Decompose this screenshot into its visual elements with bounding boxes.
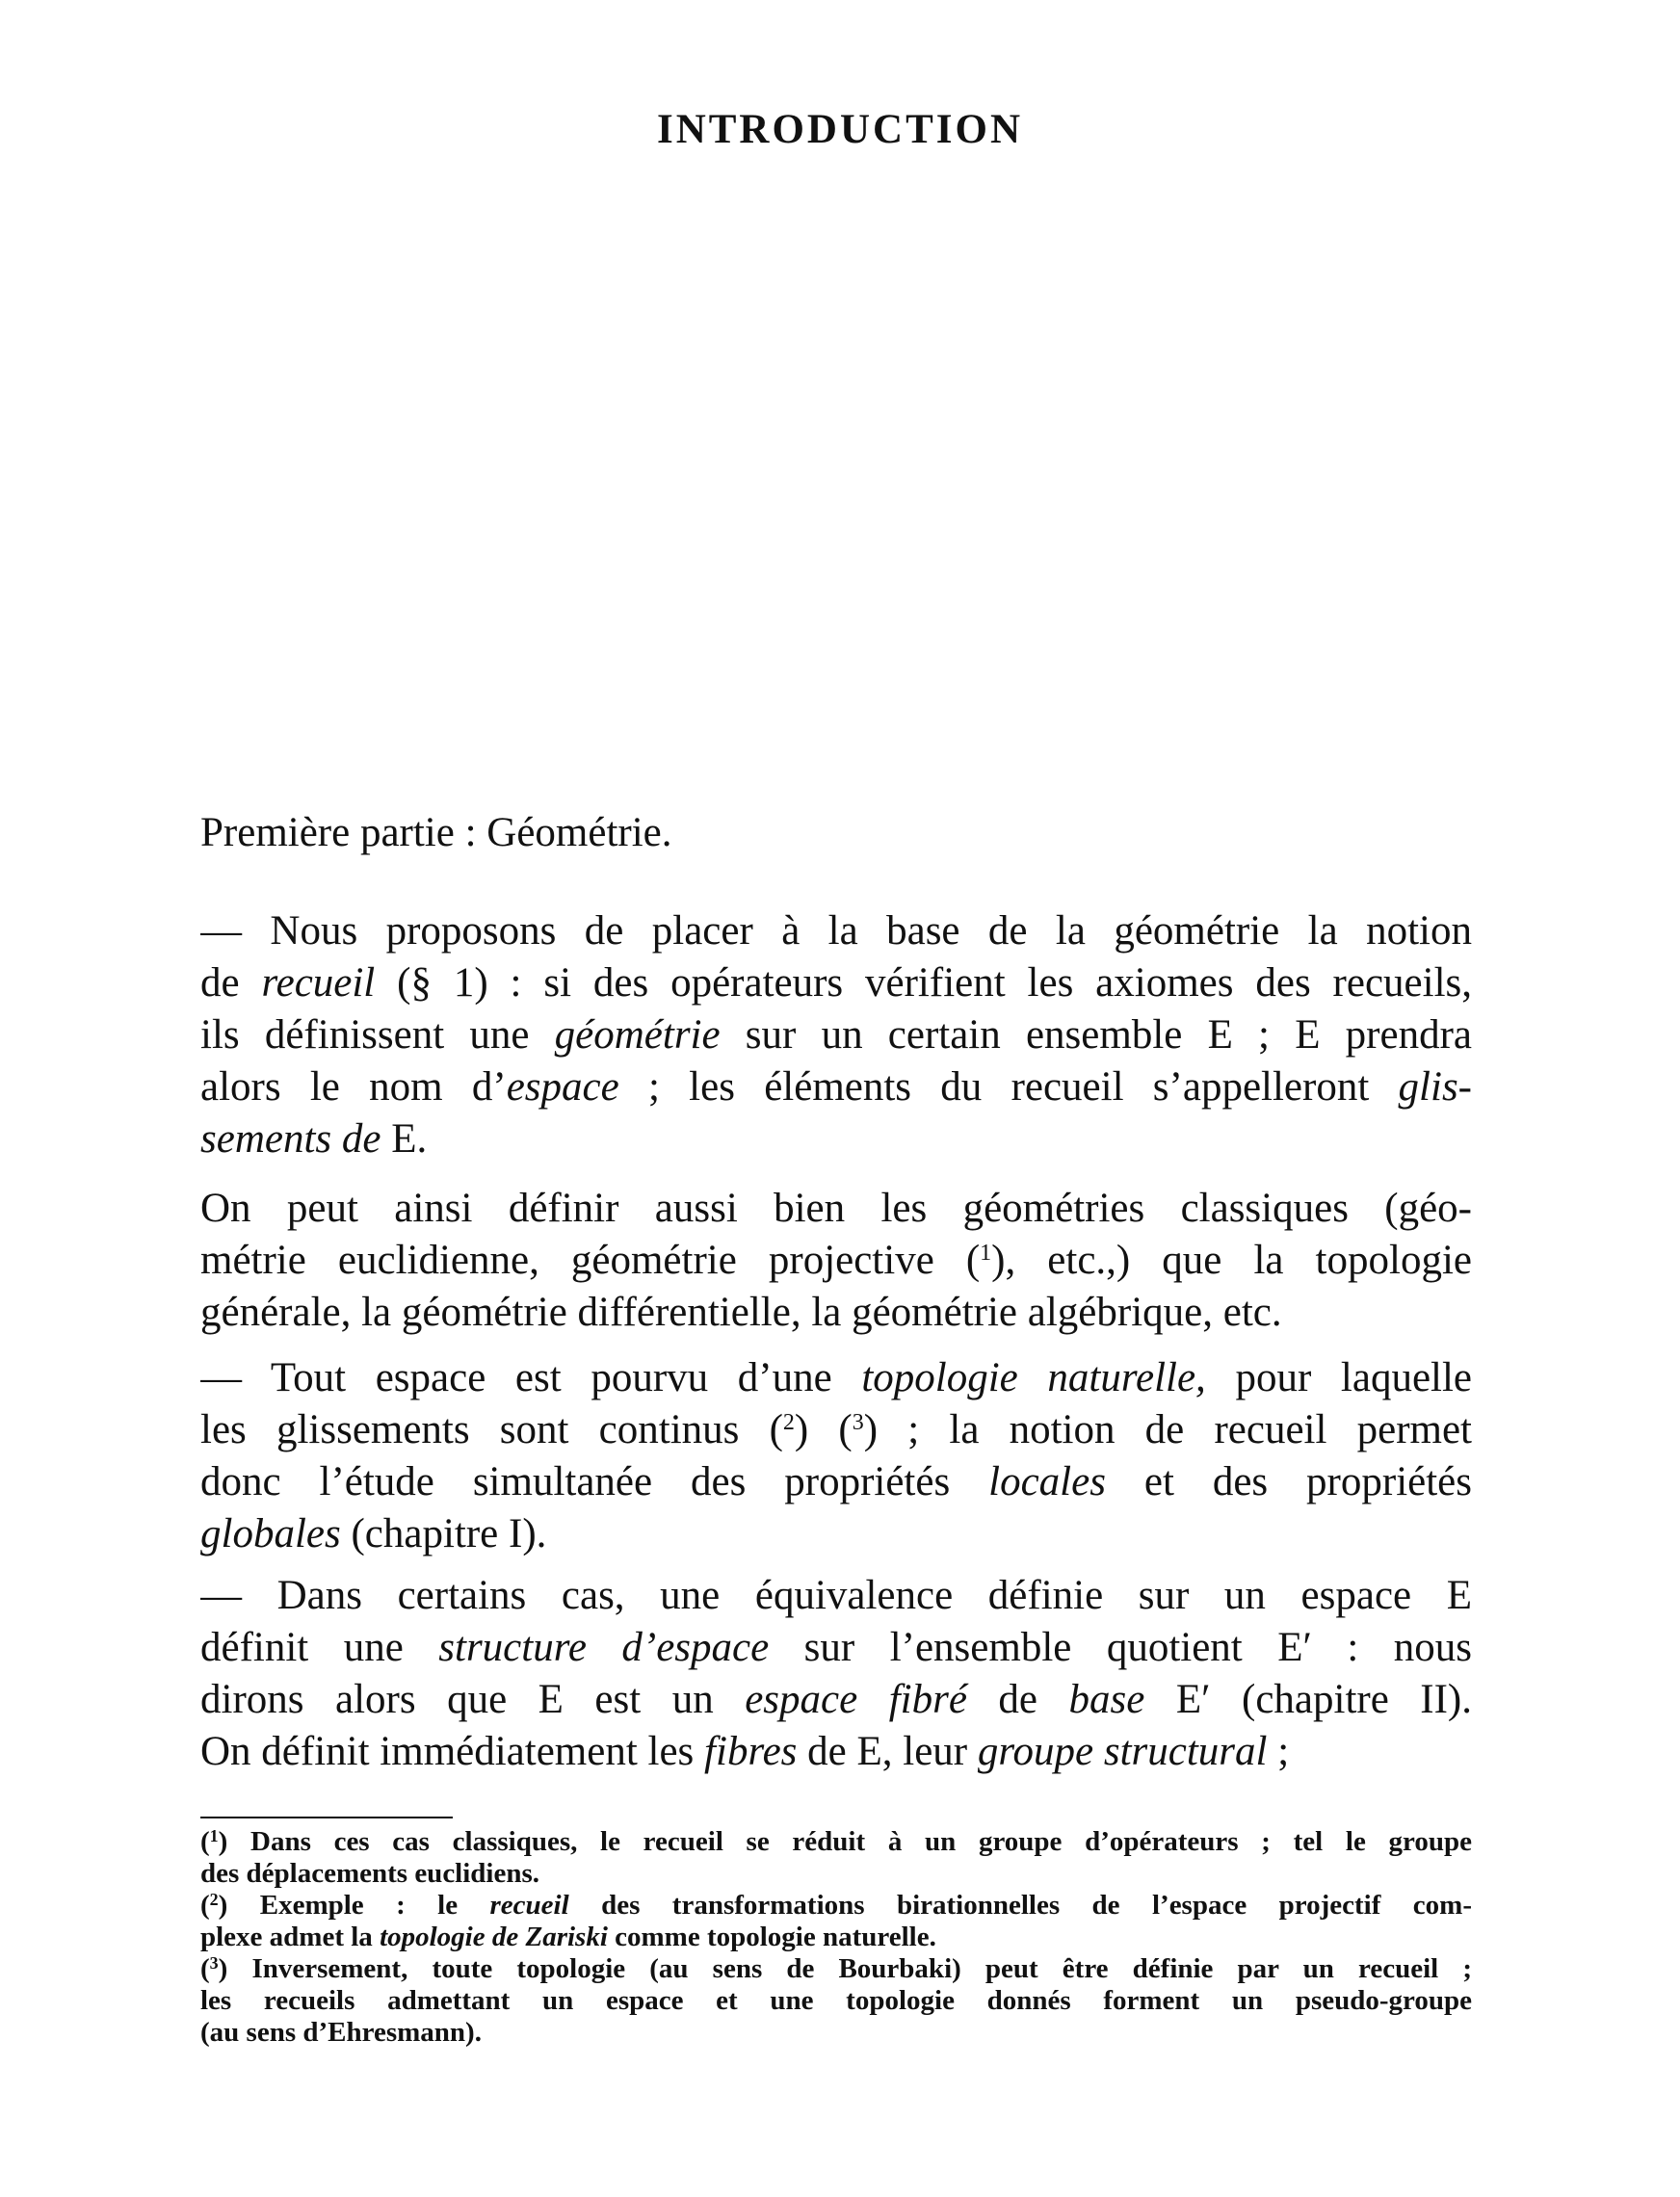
italic-term: groupe structural [977,1729,1268,1774]
italic-term: globales [200,1511,341,1556]
text-line: définit une structure d’espace sur l’ensemble quotient E′ : nous [200,1625,1472,1670]
text-line: alors le nom d’espace ; les éléments du recueil s’appelleront glis- [200,1064,1472,1110]
text-line: ($^1$) Dans ces cas classiques, le recueil se réduit à un groupe d’opérateurs ; tel le groupe [200,1826,1472,1857]
text-line: globales (chapitre I). [200,1511,547,1556]
text-line: On définit immédiatement les fibres de E, leur groupe structural ; [200,1729,1290,1774]
body-paragraph [200,1352,1472,1560]
italic-term: topologie naturelle, [861,1355,1206,1400]
footnote-marker: 2 [782,1410,795,1435]
text-line: On peut ainsi définir aussi bien les géométries classiques (géo- [200,1186,1472,1231]
text-line: — Tout espace est pourvu d’une topologie naturelle, pour laquelle [200,1355,1472,1400]
text-line: dirons alors que E est un espace fibré de base E′ (chapitre II). [200,1677,1472,1722]
italic-term: recueil [489,1890,569,1921]
italic-term: structure d’espace [438,1625,770,1670]
italic-term: recueil [261,960,376,1006]
text-line: de recueil (§ 1) : si des opérateurs vérifient les axiomes des recueils, [200,960,1472,1006]
text-line: (au sens d’Ehresmann). [200,2017,482,2048]
footnote-marker: 3 [852,1410,864,1435]
text-line: plexe admet la topologie de Zariski comme topologie naturelle. [200,1922,936,1952]
footnote-marker: 1 [980,1241,992,1266]
footnote [200,1953,1472,2049]
footnote-marker: 2 [209,1890,219,1909]
text-line: métrie euclidienne, géométrie projective ($^1$), etc.,) que la topologie [200,1238,1472,1283]
part-heading: Première partie : Géométrie. [200,810,672,855]
footnote-marker: 3 [209,1953,219,1973]
footnote-rule [200,1817,453,1818]
italic-term: espace [506,1064,619,1110]
footnote [200,1890,1472,1953]
text-line: sements de E. [200,1116,428,1162]
text-line: ($^3$) Inversement, toute topologie (au sens de Bourbaki) peut être définie par un recueil ; [200,1953,1472,1984]
italic-term: locales [988,1459,1106,1504]
text-line: — Nous proposons de placer à la base de la géométrie la notion [200,908,1472,954]
page-title: INTRODUCTION [656,107,1024,152]
text-line: — Dans certains cas, une équivalence définie sur un espace E [200,1573,1472,1618]
italic-term: espace fibré [745,1677,967,1722]
text-line: des déplacements euclidiens. [200,1858,540,1889]
text-line: donc l’étude simultanée des propriétés locales et des propriétés [200,1459,1472,1504]
body-paragraph [200,905,1472,1165]
italic-term: fibres [704,1729,798,1774]
italic-term: sements de [200,1116,381,1162]
italic-term: géométrie [554,1012,721,1058]
text-line: ils définissent une géométrie sur un certain ensemble E ; E prendra [200,1012,1472,1058]
text-line: les recueils admettant un espace et une topologie donnés forment un pseudo-groupe [200,1985,1472,2016]
footnote [200,1826,1472,1890]
text-line: générale, la géométrie différentielle, la géométrie algébrique, etc. [200,1290,1282,1335]
italic-term: glis- [1398,1064,1472,1110]
italic-term: base [1068,1677,1145,1722]
body-paragraph [200,1183,1472,1339]
footnotes [200,1826,1472,2049]
text-line: les glissements sont continus ($^2$) ($^3$) ; la notion de recueil permet [200,1407,1472,1452]
italic-term: topologie de Zariski [380,1922,608,1952]
text-line: ($^2$) Exemple : le recueil des transformations birationnelles de l’espace projectif com- [200,1890,1472,1921]
body-paragraph [200,1570,1472,1778]
footnote-marker: 1 [209,1826,219,1845]
